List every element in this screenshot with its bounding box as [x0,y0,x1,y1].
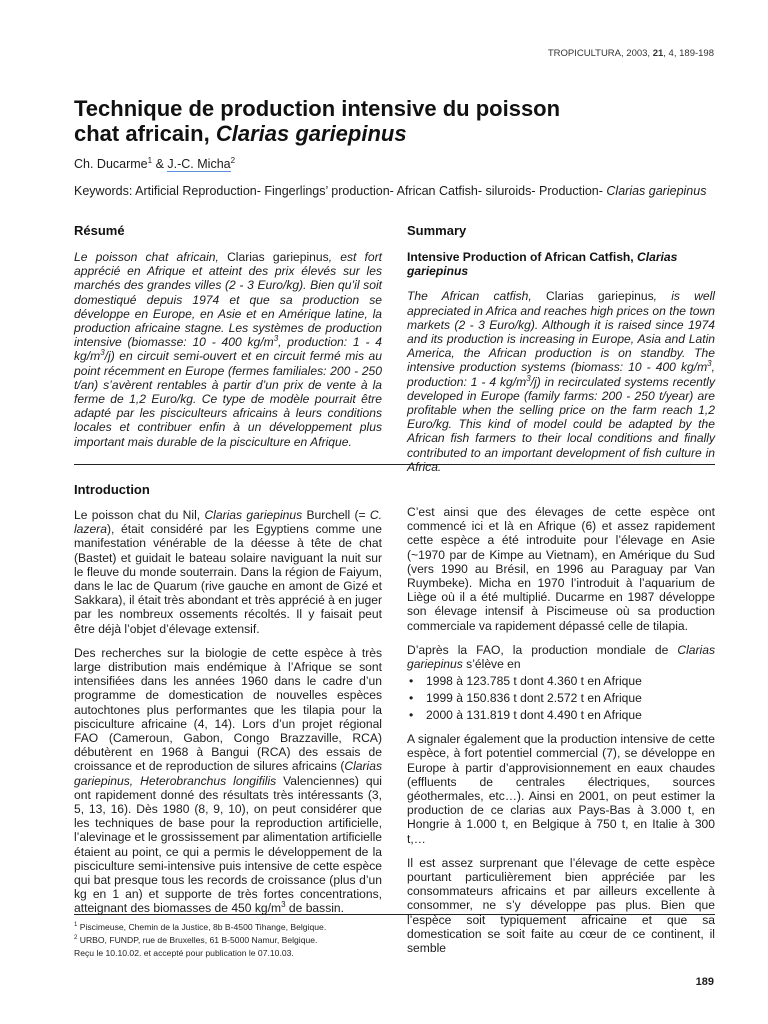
keywords [74,184,724,198]
resume-text-b: , production: 1 - 4 kg/m [74,335,382,364]
resume-text-a: , est fort apprécié en Afrique et atteint des prix élevés sur les marchés des grandes villes (2 - 3 Euro/kg). Bien qu’il soit domestiqué depuis 1974 et que sa production se développe en Europe, en Asie et en Amérique latine, la production africaine stagne. Les systèmes de production intensive (biomasse: 10 - 400 kg/m [74,250,383,350]
production-list [407,673,715,724]
intro-p2-species: Clarias gariepinus, Heterobranchus longifilis [74,759,382,788]
summary-subtitle [407,250,715,278]
intro-right-column [407,505,715,955]
summary-heading: Summary [407,223,467,238]
article-title [74,96,714,146]
intro-left-column [74,482,382,916]
resume-section [74,223,382,449]
production-list-item: • 2000 à 131.819 t dont 4.490 t en Afrique [407,707,715,724]
resume-text-c: /j) en circuit semi-ouvert et en circuit fermé mis au point récemment en Europe (fermes familiales: 200 - 250 t/an) s’avèrent rentables à partir d’un prix de vente à la ferme de 1,2 Euro/kg. Ce type de modèle pourrait être adapté par les pisciculteurs africains à leurs conditions locales et contribuer enfin à un développement plus important mais durable de la pisciculture en Afrique. [74,349,382,449]
abstract-divider [74,464,715,465]
author-separator: & [152,157,168,172]
journal-volume: 21 [652,48,664,59]
resume-text-start: Le poisson chat africain, [74,250,228,264]
page-number: 189 [695,976,714,988]
intro-p2-b: Valenciennes) qui ont rapidement donné des résultats très intéressants (3, 5, 13, 16). Dès 1980 (8, 9, 10), on peut considérer que les techniques de base pour la reproduction artificielle, l’alevinage et le grossissement par alimentation artificielle étaient au point, ce qui a permis le développement de la pisciculture semi-intensive puis intensive de cette espèce qui bat presque tous les records de croissance (plus d’un kg en 1 an) et supporte de très fortes concentrations, atteignant des biomasses de 450 kg/m [74,773,382,916]
footnote-2-marker: 2 [74,935,78,942]
journal-name: TROPICULTURA, 2003, [547,48,653,59]
intro-paragraph-5: A signaler également que la production intensive de cette espèce, à fort potentiel commercial (7), se développe en Europe à partir d’approvisionnement en eaux chaudes (effluents de centrales électriques, sources géothermales, etc…). Ainsi en 2001, on peut estimer la production de ce clarias aux Pays-Bas à 3.000 t, en Hongrie à 1.000 t, en Belgique à 750 t, en Italie à 300 t,… [407,732,715,846]
resume-sup-1: 3 [273,334,279,344]
summary-text-b: , production: 1 - 4 kg/m [407,360,715,389]
intro-p2-c: de bassin. [285,901,345,916]
summary-paragraph [407,289,715,474]
intro-p4-species: Clarias gariepinus [407,642,715,672]
production-list-item: • 1998 à 123.785 t dont 4.360 t en Afrique [407,673,715,690]
author-2-link[interactable]: J.-C. Micha [167,157,231,172]
footnote-1-text: Piscimeuse, Chemin de la Justice, 8b B-4500 Tihange, Belgique. [77,922,327,932]
keywords-species: Clarias gariepinus [606,184,707,198]
summary-text-c: /j) in recirculated systems recently developed in Europe (family farms: 200 - 250 t/year) are profitable when the selling price on the farm reach 1,2 Euro/kg. This kind of model could be adapted by the African fish farmers to their local conditions and finally contributed to an important development of fish culture in Africa. [407,374,715,474]
intro-paragraph-4 [407,643,715,671]
author-1-affiliation: 1 [147,156,153,165]
intro-paragraph-2 [74,646,382,916]
intro-p2-a: Des recherches sur la biologie de cette espèce à très large distribution mais endémique à l’Afrique se sont intensifiées dans les années 1960 dans le cadre d’un programme de domestication de nouvelles espèces autochtones plus performantes que les tilapia pour la pisciculture africaine (4, 14). Lors d’un projet régional FAO (Cameroun, Gabon, Congo Brazzaville, RCA) débutèrent en 1968 à Bangui (RCA) des essais de croissance et de reproduction de silures africains ( [74,645,382,774]
journal-citation [548,48,714,59]
title-line-2-plain: chat africain, [74,121,216,146]
footnote-1-marker: 1 [74,922,78,929]
intro-p2-sup: 3 [281,900,286,910]
author-1: Ch. Ducarme [74,157,148,172]
summary-sup-1: 3 [707,359,712,369]
intro-paragraph-1 [74,508,382,636]
keywords-text: Keywords: Artificial Reproduction- Fingerlings’ production- African Catfish- siluroids- Production- [74,184,607,198]
production-list-item: • 1999 à 150.836 t dont 2.572 t en Afrique [407,690,715,707]
title-line-2 [74,121,714,146]
summary-subtitle-species: Clarias gariepinus [407,250,678,279]
intro-paragraph-3: C’est ainsi que des élevages de cette espèce ont commencé ici et là en Afrique (6) et assez rapidement cette espèce a été introduite pour l’élevage en Asie (~1970 par de Kimpe au Vietnam), en Amérique du Sud (vers 1990 au Brésil, en 1996 au Paraguay par Van Ruymbeke). Micha en 1970 l’introduit à l’aquarium de Liège où il a été multiplié. Ducarme en 1987 développe son élevage intensif à Piscimeuse où sa production commerciale va rapidement dépassé celle de tilapia. [407,505,715,633]
authors [74,156,235,171]
author-2-affiliation: 2 [230,156,236,165]
resume-species: Clarias gariepinus [227,250,329,264]
summary-text-a: , is well appreciated in Africa and reaches high prices on the town markets (2 - 3 Euro/kg). Although it is raised since 1974 and its production is increasing in Europe, Asia and Latin America, the African production is on standby. The intensive production systems (biomass: 10 - 400 kg/m [407,289,715,375]
intro-paragraph-6: Il est assez surprenant que l’élevage de cette espèce pourtant particulièrement bien appréciée par les consommateurs africains et par ailleurs excellente à consommer, ne s’y développe pas plus. Bien que l’espèce soit typiquement africaine et que sa domestication se soit faite au cœur de ce continent, il semble [407,855,715,956]
intro-p1-synonym: C. lazera [74,508,382,537]
footnote-1 [74,922,326,932]
title-species: Clarias gariepinus [215,121,407,146]
resume-sup-2: 3 [100,348,105,358]
summary-section [407,223,715,474]
summary-text-start: The African catfish, [407,289,546,304]
intro-p1-species: Clarias gariepinus [204,508,303,522]
summary-subtitle-plain: Intensive Production of African Catfish, [407,250,638,264]
intro-p1-b: Burchell (= [302,508,370,522]
resume-paragraph [74,250,382,449]
footnote-2-text: URBO, FUNDP, rue de Bruxelles, 61 B-5000 Namur, Belgique. [77,935,318,945]
footnote-3: Reçu le 10.10.02. et accepté pour publication le 07.10.03. [74,948,294,958]
resume-heading: Résumé [74,223,125,238]
intro-p1-a: Le poisson chat du Nil, [74,508,205,522]
intro-p1-c: ), était considéré par les Egyptiens comme une manifestation vénérable de la déesse à tête de chat (Bastet) et guidait le bateau solaire naviguant la nuit sur le fleuve du monde souterrain. Dans la région de Faiyum, dans le lac de Quarum (rive gauche en amont de Gizé et Sakkara), il était très abondant et très apprécié à en juger par les nombreux ossements récoltés. Il y faisait peut être déjà l’objet d’élevage extensif. [74,522,382,636]
title-line-1: Technique de production intensive du poisson [74,96,561,121]
summary-sup-2: 3 [526,373,531,383]
footnote-divider [74,914,715,915]
intro-p4-b: s’élève en [462,657,521,672]
journal-issue-pages: , 4, 189-198 [663,48,714,59]
intro-heading: Introduction [74,482,150,497]
summary-species: Clarias gariepinus [545,289,654,304]
intro-p4-a: D’après la FAO, la production mondiale de [407,642,678,657]
footnote-2 [74,935,317,945]
